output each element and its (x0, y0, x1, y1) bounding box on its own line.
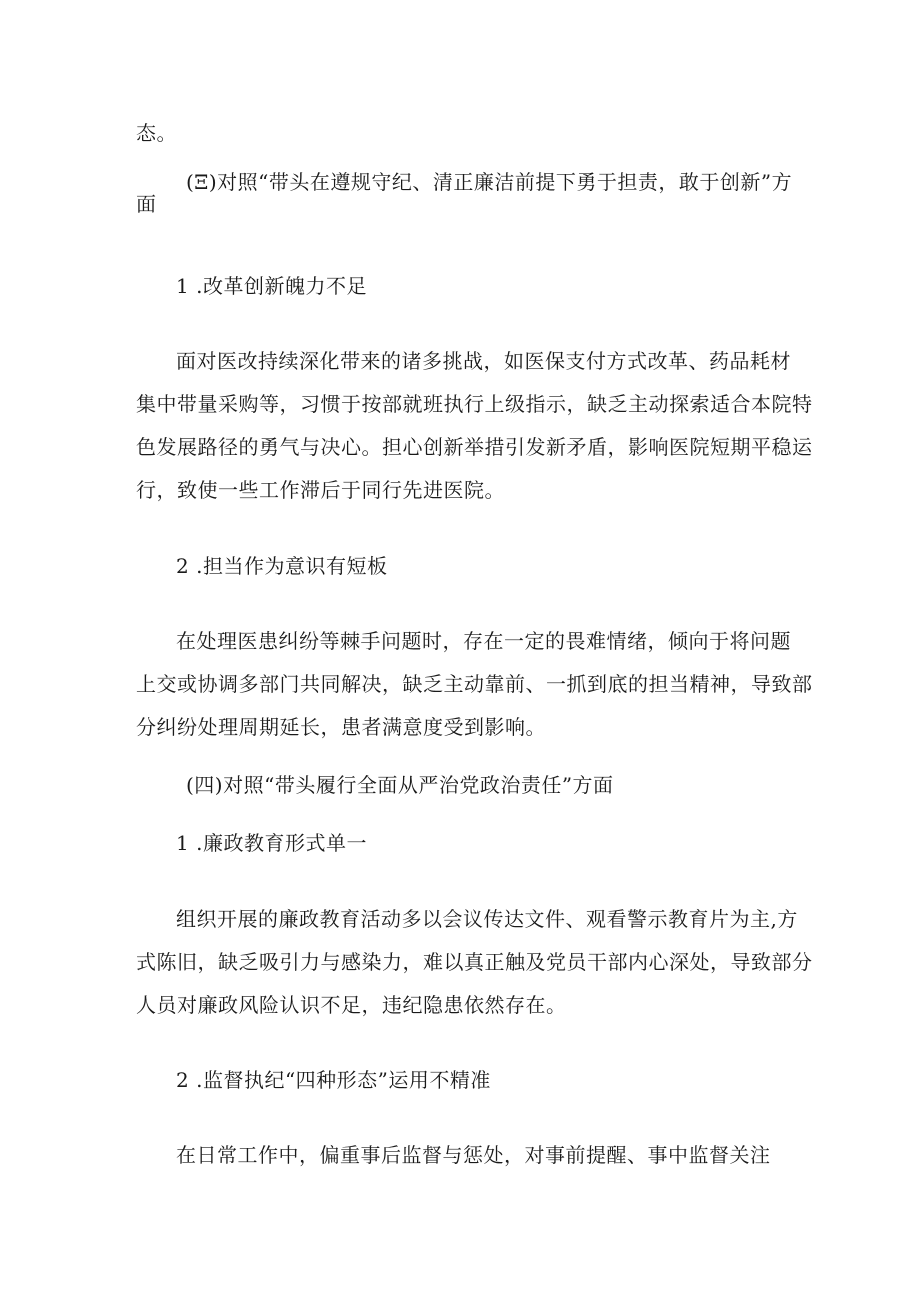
body-line: 面对医改持续深化带来的诸多挑战，如医保支付方式改革、药品耗材 (176, 349, 791, 373)
body-line: 在处理医患纠纷等棘手问题时，存在一定的畏难情绪，倾向于将问题 (176, 629, 791, 653)
body-line: 式陈旧，缺乏吸引力与感染力，难以真正触及党员干部内心深处，导致部分 (136, 950, 813, 974)
paragraph-tail-line: 态。 (136, 121, 177, 145)
body-line: 色发展路径的勇气与决心。担心创新举措引发新矛盾，影响医院短期平稳运 (136, 435, 813, 459)
body-line: 在日常工作中，偏重事后监督与惩处，对事前提醒、事中监督关注 (176, 1143, 771, 1167)
section-heading-3-continued: 面 (136, 192, 157, 216)
subheading-3-2: 2 .担当作为意识有短板 (176, 554, 388, 578)
body-line: 上交或协调多部门共同解决，缺乏主动靠前、一抓到底的担当精神，导致部 (136, 672, 813, 696)
body-line: 集中带量采购等，习惯于按部就班执行上级指示，缺乏主动探索适合本院特 (136, 392, 813, 416)
body-line: 行，致使一些工作滞后于同行先进医院。 (136, 478, 505, 502)
body-line: 组织开展的廉政教育活动多以会议传达文件、观看警示教育片为主,方 (176, 907, 798, 931)
section-heading-4: (四)对照“带头履行全面从严治党政治责任”方面 (186, 773, 614, 797)
body-line: 人员对廉政风险认识不足，违纪隐患依然存在。 (136, 993, 567, 1017)
body-line: 分纠纷处理周期延长，患者满意度受到影响。 (136, 715, 546, 739)
subheading-3-1: 1 .改革创新魄力不足 (176, 274, 367, 298)
subheading-4-1: 1 .廉政教育形式单一 (176, 831, 367, 855)
subheading-4-2: 2 .监督执纪“四种形态”运用不精准 (176, 1068, 491, 1092)
section-heading-3: (Ξ)对照“带头在遵规守纪、清正廉洁前提下勇于担责，敢于创新”方 (186, 170, 793, 194)
